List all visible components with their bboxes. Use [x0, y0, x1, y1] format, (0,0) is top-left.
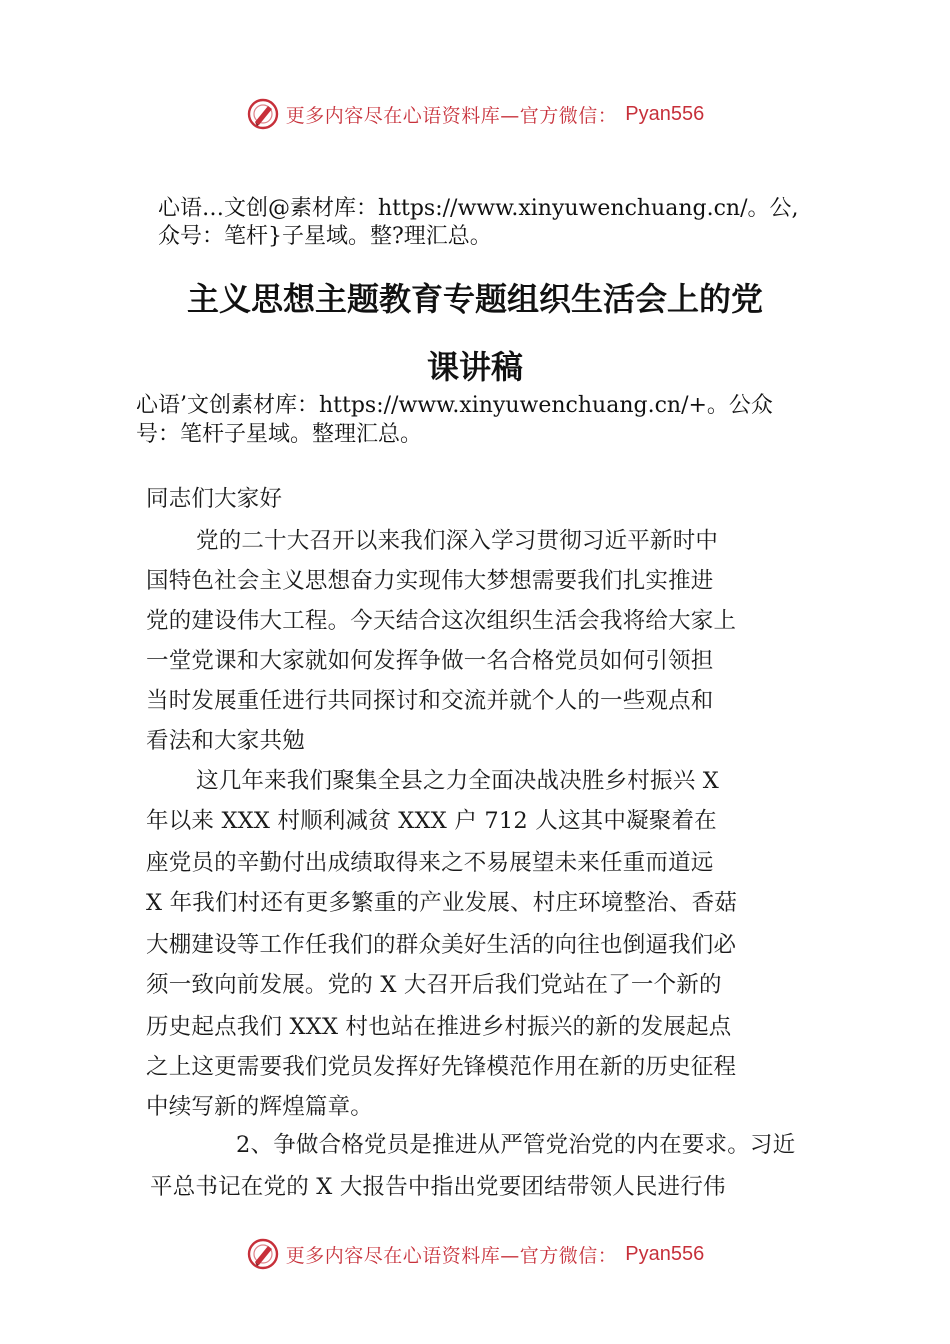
- source-note-line: 心语’文创素材库：https://www.xinyuwenchuang.cn/+。公众: [136, 393, 773, 418]
- pen-emblem-icon: [246, 97, 280, 131]
- watermark-banner-top: [0, 92, 950, 136]
- document-title-line-2: 课讲稿: [426, 348, 523, 386]
- paragraph-line: 党的建设伟大工程。今天结合这次组织生活会我将给大家上: [146, 608, 737, 634]
- source-note-line: 众号：笔杆}子星域。整?理汇总。: [158, 224, 492, 249]
- paragraph-line: 这几年来我们聚集全县之力全面决战决胜乡村振兴 X: [196, 768, 719, 794]
- watermark-text: 更多内容尽在心语资料库—官方微信：: [285, 104, 618, 127]
- paragraph-line: 座党员的辛勤付出成绩取得来之不易展望未来任重而道远: [146, 850, 714, 876]
- paragraph-line: 国特色社会主义思想奋力实现伟大梦想需要我们扎实推进: [146, 568, 714, 594]
- paragraph-line: 看法和大家共勉: [146, 728, 305, 754]
- paragraph-line: 平总书记在党的 X 大报告中指出党要团结带领人民进行伟: [150, 1174, 726, 1200]
- source-note-line: 号：笔杆子星域。整理汇总。: [136, 422, 423, 447]
- watermark-wechat-id: Pyan556: [625, 1242, 705, 1265]
- paragraph-line: 党的二十大召开以来我们深入学习贯彻习近平新时中: [196, 528, 719, 554]
- greeting: 同志们大家好: [146, 486, 283, 512]
- paragraph-line: 大棚建设等工作任我们的群众美好生活的向往也倒逼我们必: [146, 932, 737, 958]
- paragraph-line: 历史起点我们 XXX 村也站在推进乡村振兴的新的发展起点: [146, 1014, 732, 1040]
- paragraph-line: 之上这更需要我们党员发挥好先锋模范作用在新的历史征程: [146, 1054, 737, 1080]
- pen-emblem-icon: [246, 1237, 280, 1271]
- paragraph-line: 年以来 XXX 村顺利减贫 XXX 户 712 人这其中凝聚着在: [146, 808, 717, 834]
- paragraph-line: 中续写新的辉煌篇章。: [146, 1094, 374, 1120]
- source-note-line: 心语…文创@素材库：https://www.xinyuwenchuang.cn/。公,: [158, 196, 799, 221]
- paragraph-line: 须一致向前发展。党的 X 大召开后我们党站在了一个新的: [146, 972, 722, 998]
- paragraph-line: 一堂党课和大家就如何发挥争做一名合格党员如何引领担: [146, 648, 714, 674]
- watermark-wechat-id: Pyan556: [625, 102, 705, 125]
- document-title-line-1: 主义思想主题教育专题组织生活会上的党: [186, 280, 763, 318]
- paragraph-line: 2、争做合格党员是推进从严管党治党的内在要求。习近: [236, 1132, 796, 1158]
- watermark-text: 更多内容尽在心语资料库—官方微信：: [285, 1244, 618, 1267]
- paragraph-line: X 年我们村还有更多繁重的产业发展、村庄环境整治、香菇: [146, 890, 738, 916]
- watermark-banner-bottom: [0, 1232, 950, 1276]
- paragraph-line: 当时发展重任进行共同探讨和交流并就个人的一些观点和: [146, 688, 714, 714]
